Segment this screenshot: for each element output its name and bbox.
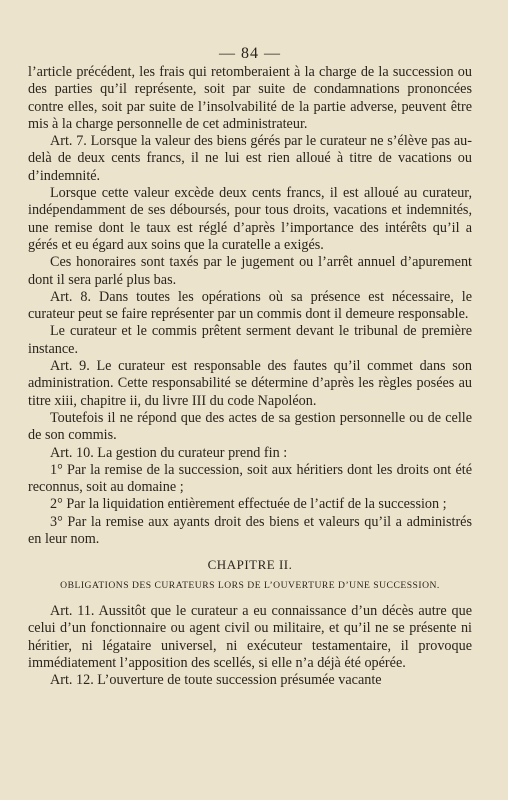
paragraph-art-10: Art. 10. La gestion du curateur prend fin : xyxy=(50,444,288,461)
body-text xyxy=(28,64,472,689)
paragraph-art-7-remise: Lorsque cette valeur excède deux cents francs, il est alloué au curateur, indépendamment de ses déboursés, pour tous droits, vacations et indemnités, une remise dont le taux est réglé d’après l’importance des intérêts qu’il a gérés et eu égard aux soins que la curatelle a exigés. xyxy=(28,185,472,253)
paragraph-toutefois: Toutefois il ne répond que des actes de sa gestion personnelle ou de celle de son commis. xyxy=(28,409,472,444)
chapter-subtitle: OBLIGATIONS DES CURATEURS LORS DE L’OUVERTURE D’UNE SUCCESSION. xyxy=(60,579,440,591)
paragraph-item-2: 2° Par la liquidation entièrement effectuée de l’actif de la succession ; xyxy=(50,496,447,513)
paragraph-serment: Le curateur et le commis prêtent serment devant le tribunal de première instance. xyxy=(28,323,472,357)
paragraph-item-3: 3° Par la remise aux ayants droit des biens et valeurs qu’il a administrés en leur nom. xyxy=(28,513,472,548)
page-number: — 84 — xyxy=(219,45,281,62)
paragraph-item-1: 1° Par la remise de la succession, soit aux héritiers dont les droits ont été reconnus, soit au domaine ; xyxy=(28,461,472,496)
document-page xyxy=(28,0,472,800)
paragraph-art-7: Art. 7. Lorsque la valeur des biens gérés par le curateur ne s’élève pas au-delà de deux cents francs, il ne lui est rien alloué à titre de vacations ou d’indemnité. xyxy=(28,133,472,184)
paragraph-continuation: l’article précédent, les frais qui retomberaient à la charge de la succession ou des parties qu’il représente, soit par suite de condamnations prononcées contre elles, soit par suite de l’insolvabilité de la partie adverse, peuvent être mis à la charge personnelle de cet administrateur. xyxy=(28,64,472,132)
paragraph-honoraires: Ces honoraires sont taxés par le jugement ou l’arrêt annuel d’apurement dont il sera parlé plus bas. xyxy=(28,254,472,288)
paragraph-art-11: Art. 11. Aussitôt que le curateur a eu connaissance d’un décès autre que celui d’un fonctionnaire ou agent civil ou militaire, et qu’il ne se présente ni héritier, ni légataire universel, ni exécuteur testamentaire, il provoque immédiatement l’apposition des scellés, si elle n’a déjà été opérée. xyxy=(28,602,472,671)
chapter-title: CHAPITRE II. xyxy=(207,557,293,573)
paragraph-art-8: Art. 8. Dans toutes les opérations où sa présence est nécessaire, le curateur peut se faire représenter par un commis dont il demeure responsable. xyxy=(28,288,472,323)
paragraph-art-9: Art. 9. Le curateur est responsable des fautes qu’il commet dans son administration. Cette responsabilité se détermine d’après les règles posées au titre xiii, chapitre ii, du livre III du code Napoléon. xyxy=(28,358,472,409)
paragraph-art-12: Art. 12. L’ouverture de toute succession présumée vacante xyxy=(50,672,382,689)
